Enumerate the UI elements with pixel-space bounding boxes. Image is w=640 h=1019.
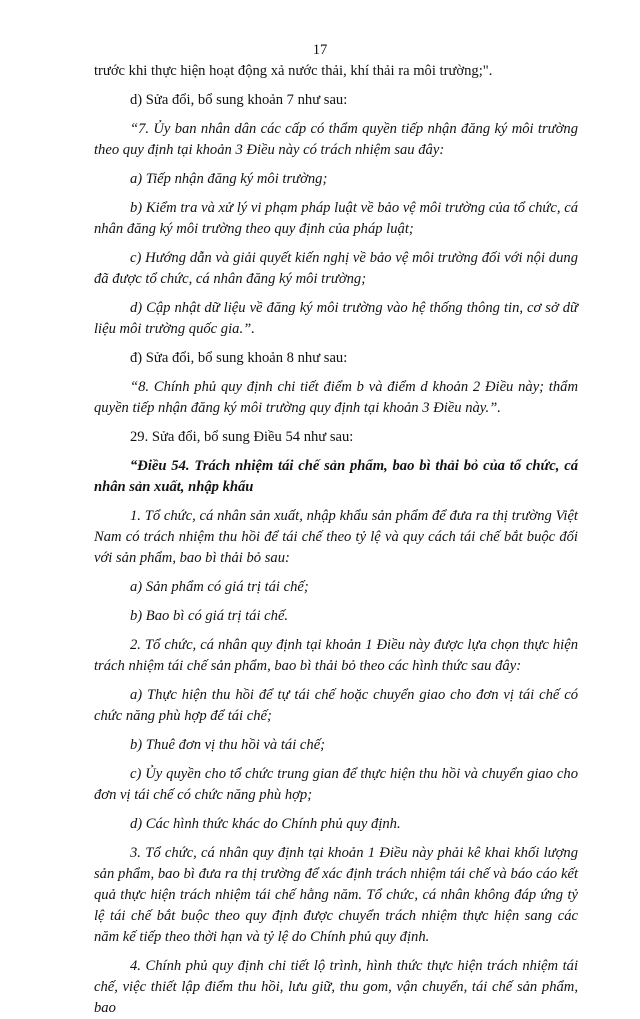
paragraph-art54-2b: b) Thuê đơn vị thu hồi và tái chế; <box>130 737 326 753</box>
paragraph-item-c: c) Hướng dẫn và giải quyết kiến nghị về bảo vệ môi trường đối với nội dung đã được tổ chức, cá nhân đăng ký môi trường; <box>94 250 578 287</box>
paragraph-item-b: b) Kiểm tra và xử lý vi phạm pháp luật về bảo vệ môi trường của tổ chức, cá nhân đăng ký môi trường theo quy định của pháp luật; <box>94 200 578 237</box>
paragraph-art54-clause-1: 1. Tổ chức, cá nhân sản xuất, nhập khẩu sản phẩm để đưa ra thị trường Việt Nam có trách nhiệm thu hồi để tái chế theo tỷ lệ và quy cách tái chế bắt buộc đối với sản phẩm, bao bì thải bỏ sau: <box>94 508 578 566</box>
paragraph-art54-clause-3: 3. Tổ chức, cá nhân quy định tại khoản 1 Điều này phải kê khai khối lượng sản phẩm, bao bì đưa ra thị trường để xác định trách nhiệm tái chế và báo cáo kết quả thực hiện trách nhiệm tái chế hằng năm. Tổ chức, cá nhân không đáp ứng tỷ lệ tái chế bắt buộc theo quy định được chuyển trách nhiệm thực hiện sang các năm kế tiếp theo thời hạn và tỷ lệ do Chính phủ quy định. <box>94 845 578 945</box>
paragraph-item-d: d) Cập nhật dữ liệu về đăng ký môi trường vào hệ thống thông tin, cơ sở dữ liệu môi trường quốc gia.”. <box>94 300 578 337</box>
paragraph-clause-8: “8. Chính phủ quy định chi tiết điểm b và điểm d khoản 2 Điều này; thẩm quyền tiếp nhận đăng ký môi trường quy định tại khoản 3 Điều này.”. <box>94 379 578 416</box>
paragraph-art54-2d: d) Các hình thức khác do Chính phủ quy định. <box>130 816 401 832</box>
paragraph-clause-7-intro: “7. Ủy ban nhân dân các cấp có thẩm quyền tiếp nhận đăng ký môi trường theo quy định tại khoản 3 Điều này có trách nhiệm sau đây: <box>94 121 578 158</box>
paragraph-amend-clause-8: đ) Sửa đổi, bổ sung khoản 8 như sau: <box>130 350 348 366</box>
paragraph-art54-clause-2: 2. Tổ chức, cá nhân quy định tại khoản 1 Điều này được lựa chọn thực hiện trách nhiệm tái chế sản phẩm, bao bì thải bỏ theo các hình thức sau đây: <box>94 637 578 674</box>
paragraph-amend-article-54: 29. Sửa đổi, bổ sung Điều 54 như sau: <box>130 429 354 445</box>
paragraph-art54-1a: a) Sản phẩm có giá trị tái chế; <box>130 579 309 595</box>
article-54-heading: “Điều 54. Trách nhiệm tái chế sản phẩm, bao bì thải bỏ của tổ chức, cá nhân sản xuất, nhập khẩu <box>94 458 578 495</box>
paragraph-art54-clause-4: 4. Chính phủ quy định chi tiết lộ trình, hình thức thực hiện trách nhiệm tái chế, việc thiết lập điểm thu hồi, lưu giữ, thu gom, vận chuyển, tái chế sản phẩm, bao <box>94 958 578 1016</box>
paragraph-art54-2a: a) Thực hiện thu hồi để tự tái chế hoặc chuyển giao cho đơn vị tái chế có chức năng phù hợp để tái chế; <box>94 687 578 724</box>
page-number: 17 <box>312 42 328 58</box>
paragraph-item-a: a) Tiếp nhận đăng ký môi trường; <box>130 171 328 187</box>
paragraph-art54-2c: c) Ủy quyền cho tổ chức trung gian để thực hiện thu hồi và chuyển giao cho đơn vị tái chế có chức năng phù hợp; <box>94 766 578 803</box>
paragraph-amend-clause-7: d) Sửa đổi, bổ sung khoản 7 như sau: <box>130 92 348 108</box>
document-body <box>94 61 578 1019</box>
paragraph-continuation: trước khi thực hiện hoạt động xả nước thải, khí thải ra môi trường;". <box>94 63 493 79</box>
paragraph-art54-1b: b) Bao bì có giá trị tái chế. <box>130 608 289 624</box>
